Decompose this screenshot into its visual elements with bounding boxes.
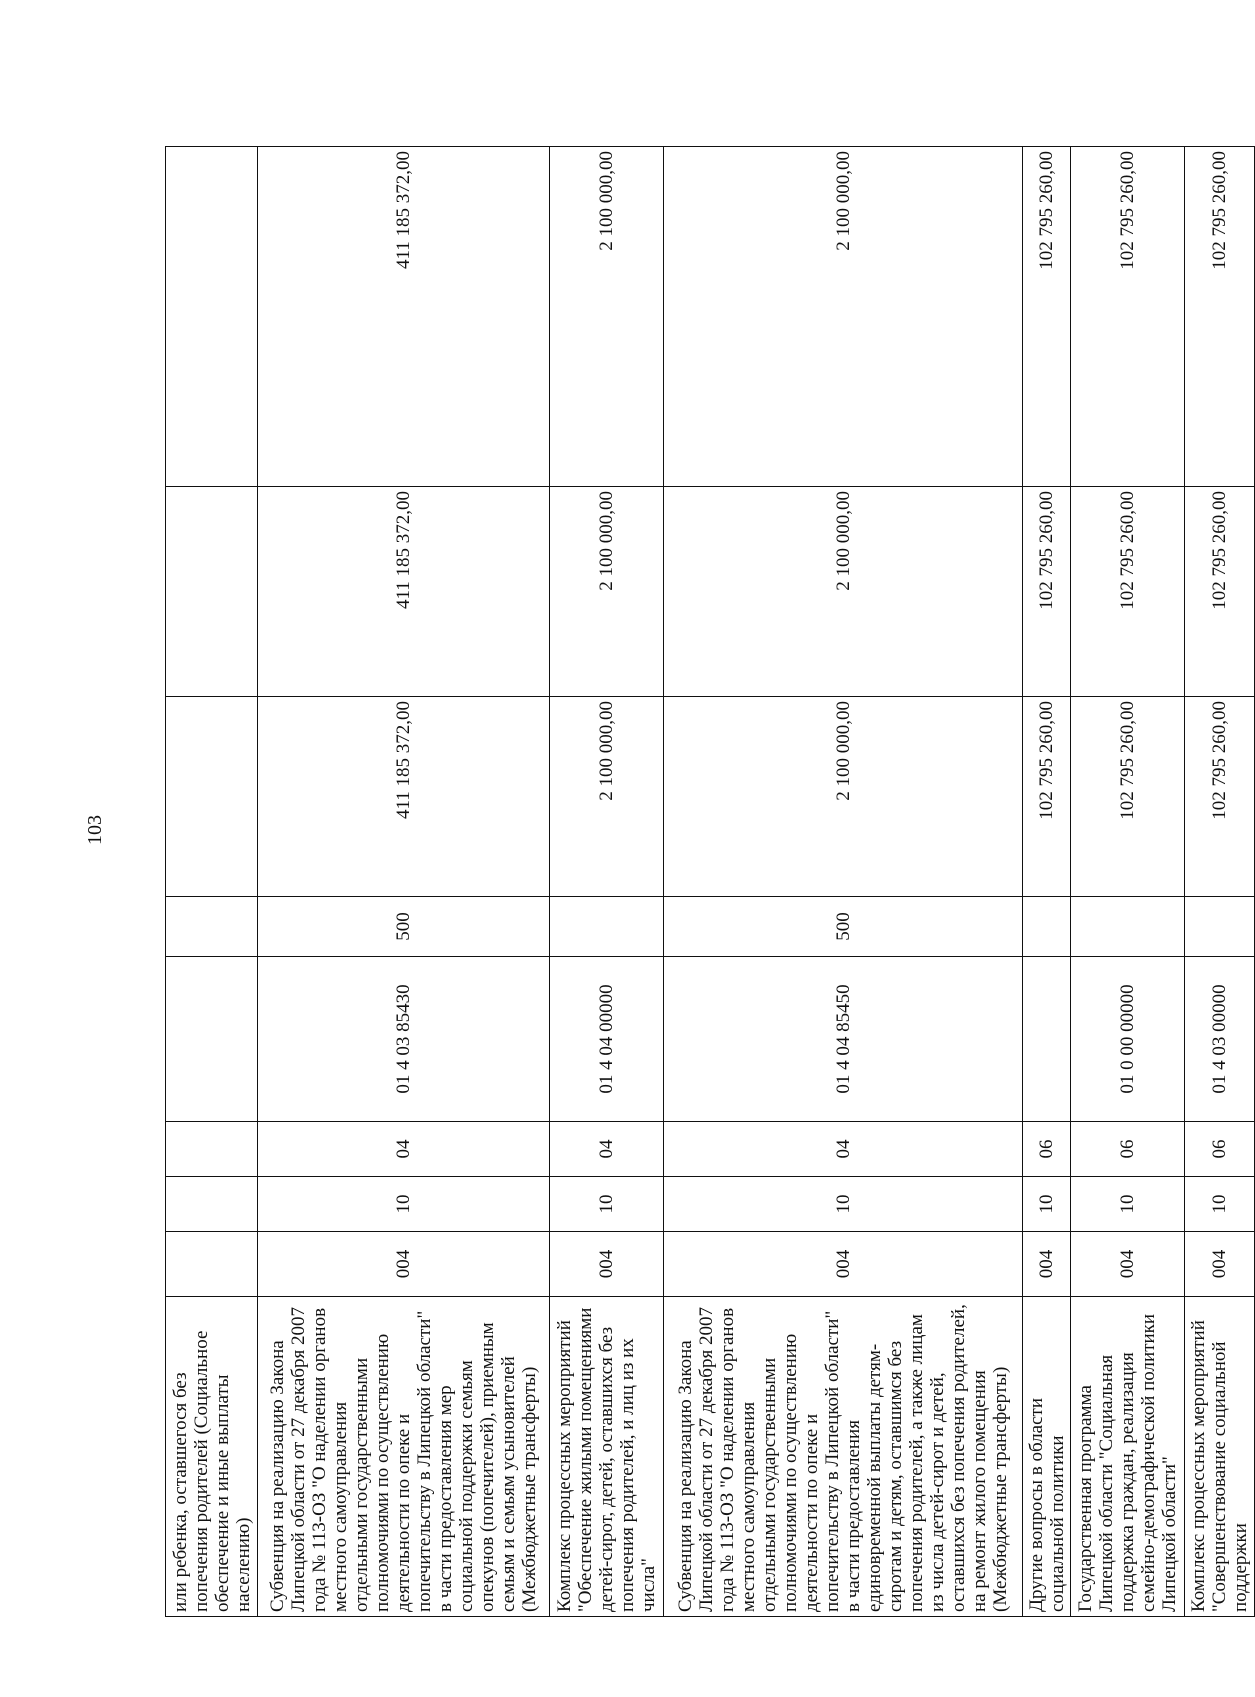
budget-table bbox=[165, 146, 1255, 1617]
table-row bbox=[1070, 147, 1184, 1617]
row-section: 10 bbox=[664, 1177, 1023, 1232]
row-amount-1: 102 795 260,00 bbox=[1023, 697, 1071, 897]
row-section: 10 bbox=[258, 1177, 550, 1232]
row-target bbox=[1023, 957, 1071, 1122]
row-group: 500 bbox=[664, 897, 1023, 957]
row-amount-1: 102 795 260,00 bbox=[1070, 697, 1184, 897]
row-code: 004 bbox=[1070, 1232, 1184, 1297]
row-amount-3: 2 100 000,00 bbox=[664, 147, 1023, 487]
row-target bbox=[166, 957, 258, 1122]
row-description: или ребенка, оставшегося без попечения родителей (Социальное обеспечение и иные выплаты населению) bbox=[166, 1297, 258, 1617]
row-amount-1: 411 185 372,00 bbox=[258, 697, 550, 897]
table-row bbox=[166, 147, 258, 1617]
row-code: 004 bbox=[550, 1232, 664, 1297]
page-number: 103 bbox=[84, 815, 106, 845]
row-section: 10 bbox=[550, 1177, 664, 1232]
row-group bbox=[1070, 897, 1184, 957]
row-amount-3: 102 795 260,00 bbox=[1023, 147, 1071, 487]
row-amount-2: 102 795 260,00 bbox=[1185, 487, 1255, 697]
row-target: 01 4 04 00000 bbox=[550, 957, 664, 1122]
row-description: Другие вопросы в области социальной политики bbox=[1023, 1297, 1071, 1617]
budget-table-rotated bbox=[165, 147, 1255, 1617]
row-amount-2: 411 185 372,00 bbox=[258, 487, 550, 697]
row-section: 10 bbox=[1185, 1177, 1255, 1232]
row-section bbox=[166, 1177, 258, 1232]
row-amount-3: 102 795 260,00 bbox=[1185, 147, 1255, 487]
table-row bbox=[664, 147, 1023, 1617]
row-group bbox=[1185, 897, 1255, 957]
row-subsection: 06 bbox=[1070, 1122, 1184, 1177]
row-group: 500 bbox=[258, 897, 550, 957]
row-code: 004 bbox=[664, 1232, 1023, 1297]
row-description: Субвенция на реализацию Закона Липецкой области от 27 декабря 2007 года № 113-ОЗ "О наделении органов местного самоуправления отдельными государственными полномочиями по осуществлению деятельности по опеке и попечительству в Липецкой области" в части предоставления единовременной выплаты детям-сиротам и детям, оставшимся без попечения родителей, а также лицам из числа детей-сирот и детей, оставшихся без попечения родителей, на ремонт жилого помещения (Межбюджетные трансферты) bbox=[664, 1297, 1023, 1617]
row-subsection: 04 bbox=[550, 1122, 664, 1177]
row-code: 004 bbox=[258, 1232, 550, 1297]
row-code bbox=[166, 1232, 258, 1297]
row-subsection: 04 bbox=[664, 1122, 1023, 1177]
row-group bbox=[166, 897, 258, 957]
row-amount-1: 102 795 260,00 bbox=[1185, 697, 1255, 897]
row-amount-1: 2 100 000,00 bbox=[550, 697, 664, 897]
row-amount-2: 102 795 260,00 bbox=[1023, 487, 1071, 697]
row-amount-3: 411 185 372,00 bbox=[258, 147, 550, 487]
table-row bbox=[550, 147, 664, 1617]
row-description: Государственная программа Липецкой области "Социальная поддержка граждан, реализация семейно-демографической политики Липецкой области" bbox=[1070, 1297, 1184, 1617]
table-row bbox=[1023, 147, 1071, 1617]
row-target: 01 0 00 00000 bbox=[1070, 957, 1184, 1122]
row-target: 01 4 03 00000 bbox=[1185, 957, 1255, 1122]
table-row bbox=[258, 147, 550, 1617]
row-section: 10 bbox=[1023, 1177, 1071, 1232]
row-amount-2: 2 100 000,00 bbox=[550, 487, 664, 697]
row-amount-2: 2 100 000,00 bbox=[664, 487, 1023, 697]
row-amount-2: 102 795 260,00 bbox=[1070, 487, 1184, 697]
row-section: 10 bbox=[1070, 1177, 1184, 1232]
row-subsection: 06 bbox=[1185, 1122, 1255, 1177]
row-description: Комплекс процессных мероприятий "Обеспечение жилыми помещениями детей-сирот, детей, оставшихся без попечения родителей, и лиц из их числа" bbox=[550, 1297, 664, 1617]
row-amount-3: 2 100 000,00 bbox=[550, 147, 664, 487]
row-amount-1: 2 100 000,00 bbox=[664, 697, 1023, 897]
row-subsection bbox=[166, 1122, 258, 1177]
row-target: 01 4 03 85430 bbox=[258, 957, 550, 1122]
row-code: 004 bbox=[1185, 1232, 1255, 1297]
row-code: 004 bbox=[1023, 1232, 1071, 1297]
row-description: Комплекс процессных мероприятий "Совершенствование социальной поддержки bbox=[1185, 1297, 1255, 1617]
row-amount-2 bbox=[166, 487, 258, 697]
row-description: Субвенция на реализацию Закона Липецкой области от 27 декабря 2007 года № 113-ОЗ "О наделении органов местного самоуправления отдельными государственными полномочиями по осуществлению деятельности по опеке и попечительству в Липецкой области" в части предоставления мер социальной поддержки семьям опекунов (попечителей), приемным семьям и семьям усыновителей (Межбюджетные трансферты) bbox=[258, 1297, 550, 1617]
row-group bbox=[1023, 897, 1071, 957]
row-amount-1 bbox=[166, 697, 258, 897]
row-subsection: 06 bbox=[1023, 1122, 1071, 1177]
row-subsection: 04 bbox=[258, 1122, 550, 1177]
row-amount-3: 102 795 260,00 bbox=[1070, 147, 1184, 487]
row-amount-3 bbox=[166, 147, 258, 487]
row-target: 01 4 04 85450 bbox=[664, 957, 1023, 1122]
table-row bbox=[1185, 147, 1255, 1617]
row-group bbox=[550, 897, 664, 957]
